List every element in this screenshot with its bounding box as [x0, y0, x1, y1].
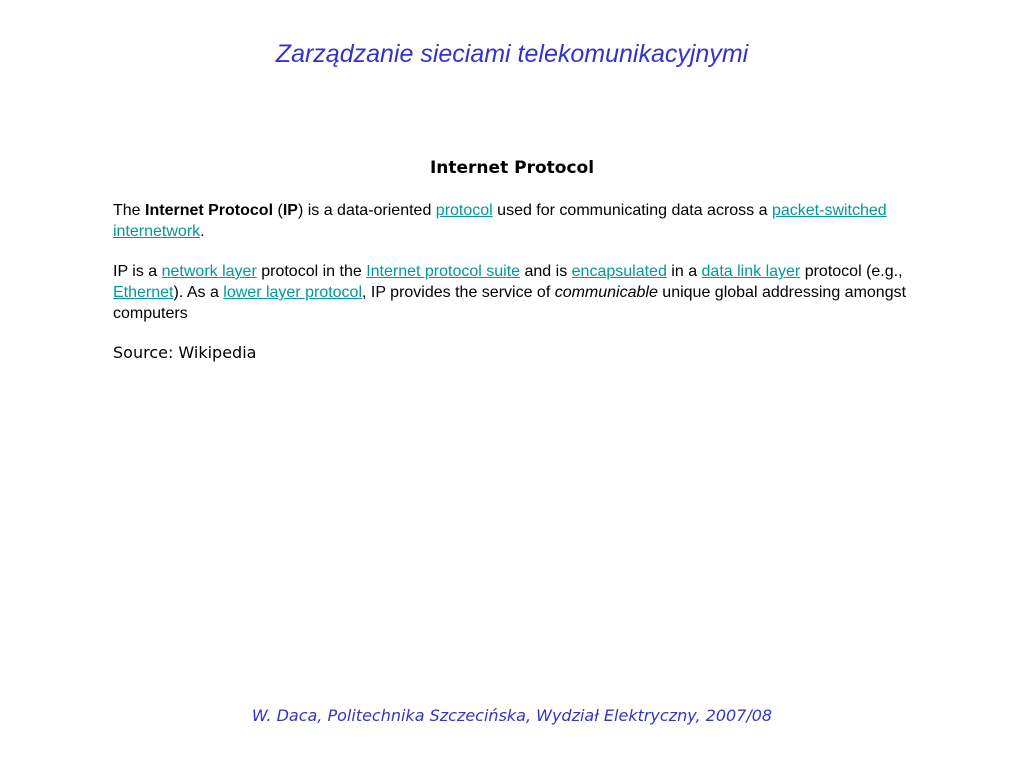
footer-credit: W. Daca, Politechnika Szczecińska, Wydział Elektryczny, 2007/08 [251, 706, 773, 725]
text-run: IP is a [113, 263, 162, 280]
link-data-link-layer[interactable]: data link layer [701, 263, 801, 280]
slide-title: Zarządzanie sieciami telekomunikacyjnymi [275, 40, 749, 68]
paragraph-1 [113, 200, 913, 242]
text-run: ( [273, 202, 283, 219]
text-run: in a [666, 263, 702, 280]
italic-term-communicable: communicable [554, 284, 658, 301]
text-run: The [113, 202, 146, 219]
section-heading: Internet Protocol [429, 158, 595, 178]
link-packet-switched[interactable]: packet-switched [771, 202, 887, 219]
text-run: unique global addressing amongst computers [113, 284, 907, 322]
link-encapsulated[interactable]: encapsulated [571, 263, 667, 280]
link-network-layer[interactable]: network layer [161, 263, 257, 280]
link-protocol[interactable]: protocol [435, 202, 493, 219]
text-run: used for communicating data across a [492, 202, 772, 219]
source-line: Source: Wikipedia [113, 343, 257, 362]
text-run: protocol in the [256, 263, 367, 280]
link-internetwork[interactable]: internetwork [113, 223, 201, 240]
bold-term-internet-protocol: Internet Protocol [145, 202, 274, 219]
paragraph-2 [113, 261, 913, 324]
text-run: ) is a data-oriented [297, 202, 436, 219]
text-run: , IP provides the service of [362, 284, 555, 301]
text-run: and is [520, 263, 572, 280]
link-ethernet[interactable]: Ethernet [113, 284, 174, 301]
link-lower-layer-protocol[interactable]: lower layer protocol [223, 284, 363, 301]
text-run: . [200, 223, 205, 240]
text-run: ). As a [173, 284, 224, 301]
link-internet-protocol-suite[interactable]: Internet protocol suite [366, 263, 521, 280]
bold-term-ip: IP [282, 202, 298, 219]
text-run: protocol (e.g., [800, 263, 903, 280]
